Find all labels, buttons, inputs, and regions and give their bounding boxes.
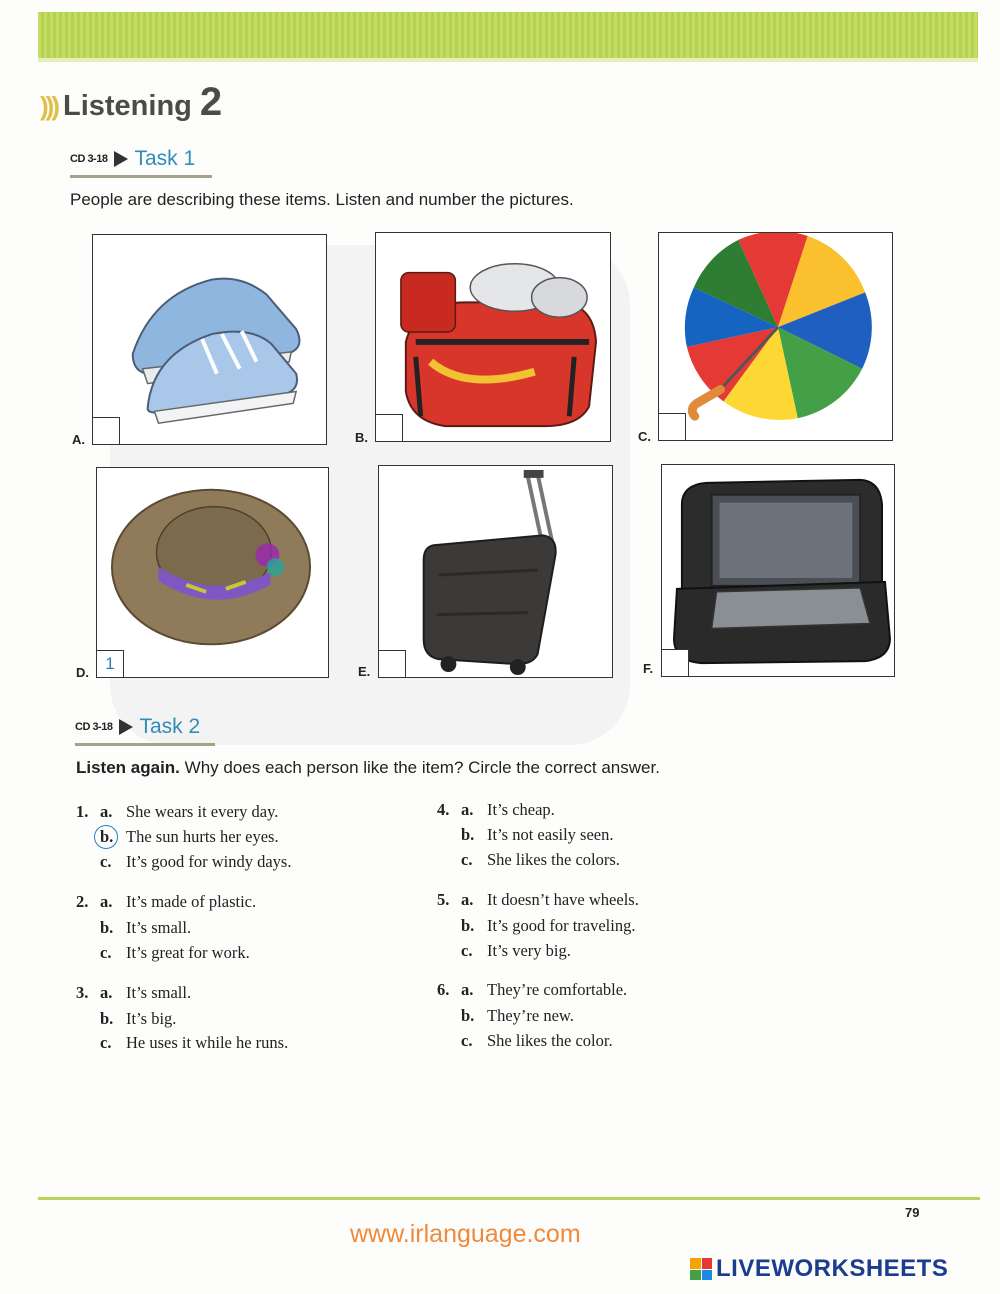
- q4-option-a[interactable]: 4. a. It’s cheap.: [437, 800, 555, 819]
- task1-underline: [70, 175, 212, 178]
- sneakers-icon: [93, 235, 326, 444]
- q6-option-b[interactable]: b. They’re new.: [461, 1006, 574, 1025]
- website-link[interactable]: www.irlanguage.com: [350, 1220, 581, 1248]
- q5-option-b[interactable]: b. It’s good for traveling.: [461, 916, 636, 935]
- picture-a: [92, 234, 327, 445]
- picture-e-letter: E.: [358, 664, 371, 679]
- cd-track-label: CD 3-18: [70, 153, 108, 165]
- q3-option-c[interactable]: c. He uses it while he runs.: [100, 1033, 289, 1052]
- picture-b-letter: B.: [355, 430, 368, 445]
- gym-bag-icon: [376, 233, 610, 441]
- task1-label: Task 1: [134, 147, 196, 170]
- picture-e: [378, 465, 613, 678]
- picture-d: [96, 467, 329, 678]
- q2-option-a[interactable]: 2. a. It’s made of plastic.: [76, 892, 257, 911]
- straw-hat-icon: [97, 468, 328, 677]
- liveworksheets-grid-icon: [690, 1258, 712, 1280]
- top-band-line: [38, 58, 978, 62]
- task2-instruction-rest: Why does each person like the item? Circle the correct answer.: [179, 758, 660, 777]
- picture-c: [658, 232, 893, 441]
- laptop-bag-icon: [662, 465, 894, 676]
- play-icon: [119, 719, 133, 735]
- play-icon: [114, 151, 128, 167]
- picture-f: [661, 464, 895, 677]
- task2-header: [75, 715, 200, 739]
- question-number: 3.: [76, 983, 89, 1002]
- q4-option-c[interactable]: c. She likes the colors.: [461, 850, 620, 869]
- rolling-suitcase-icon: [379, 466, 612, 677]
- sound-waves-icon: ))): [40, 91, 57, 121]
- picture-a-letter: A.: [72, 432, 85, 447]
- q6-option-a[interactable]: 6. a. They’re comfortable.: [437, 980, 628, 999]
- q5-option-a[interactable]: 5. a. It doesn’t have wheels.: [437, 890, 639, 909]
- title-number: 2: [199, 80, 223, 124]
- task2-underline: [75, 743, 215, 746]
- q3-option-a[interactable]: 3. a. It’s small.: [76, 983, 192, 1002]
- answer-box-b[interactable]: [375, 414, 403, 442]
- section-title: [40, 80, 222, 125]
- answer-box-c[interactable]: [658, 413, 686, 441]
- cd-track-label: CD 3-18: [75, 721, 113, 733]
- liveworksheets-logo[interactable]: [690, 1255, 948, 1283]
- answer-box-d[interactable]: 1: [96, 650, 124, 678]
- top-decorative-band: [38, 12, 978, 60]
- question-number: 6.: [437, 980, 450, 999]
- circled-answer: b.: [100, 827, 126, 847]
- answer-box-f[interactable]: [661, 649, 689, 677]
- question-number: 1.: [76, 802, 89, 821]
- picture-c-letter: C.: [638, 429, 651, 444]
- liveworksheets-brand: LIVEWORKSHEETS: [716, 1255, 949, 1282]
- task1-instruction: People are describing these items. Listen and number the pictures.: [70, 190, 574, 209]
- task2-label: Task 2: [139, 715, 201, 738]
- title-word: Listening: [62, 90, 192, 122]
- q5-option-c[interactable]: c. It’s very big.: [461, 941, 571, 960]
- picture-f-letter: F.: [643, 661, 654, 676]
- question-number: 5.: [437, 890, 450, 909]
- answer-box-e[interactable]: [378, 650, 406, 678]
- answer-box-a[interactable]: [92, 417, 120, 445]
- q2-option-c[interactable]: c. It’s great for work.: [100, 943, 250, 962]
- q2-option-b[interactable]: b. It’s small.: [100, 918, 192, 937]
- task2-instruction-bold: Listen again.: [76, 758, 180, 777]
- umbrella-icon: [659, 233, 892, 440]
- q1-option-c[interactable]: c. It’s good for windy days.: [100, 852, 292, 871]
- q1-option-b[interactable]: b. The sun hurts her eyes.: [100, 827, 279, 846]
- task1-header: [70, 147, 195, 171]
- page-number: 79: [905, 1205, 920, 1220]
- picture-b: [375, 232, 611, 442]
- question-number: 2.: [76, 892, 89, 911]
- q1-option-a[interactable]: 1. a. She wears it every day.: [76, 802, 279, 821]
- q6-option-c[interactable]: c. She likes the color.: [461, 1031, 613, 1050]
- question-number: 4.: [437, 800, 450, 819]
- bottom-rule: [38, 1197, 980, 1200]
- task2-instruction: [76, 758, 660, 778]
- q4-option-b[interactable]: b. It’s not easily seen.: [461, 825, 614, 844]
- picture-d-letter: D.: [76, 665, 89, 680]
- q3-option-b[interactable]: b. It’s big.: [100, 1009, 177, 1028]
